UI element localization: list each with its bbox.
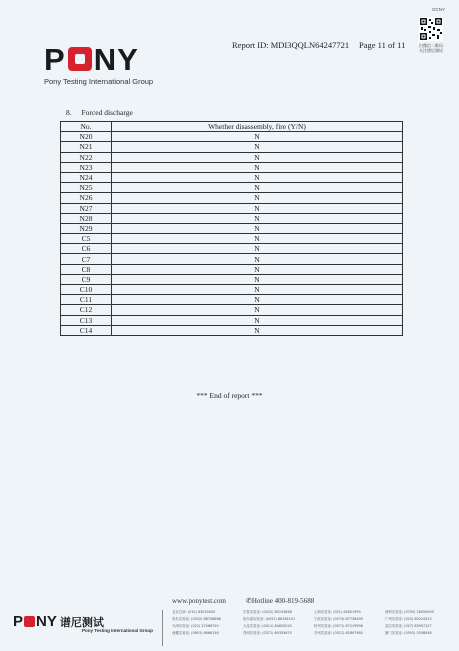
table-row <box>61 172 403 182</box>
result-cell: N <box>112 183 403 193</box>
office-contact: 苏州实验室: (0512) 62897960 <box>314 631 363 635</box>
table-row <box>61 223 403 233</box>
result-cell: N <box>112 203 403 213</box>
sample-id-cell: N20 <box>61 132 112 142</box>
office-contact: 广州实验室: (020) 89224310 <box>385 617 432 621</box>
sample-id-cell: C7 <box>61 254 112 264</box>
sample-id-cell: N21 <box>61 142 112 152</box>
result-cell: N <box>112 172 403 182</box>
sample-id-cell: N29 <box>61 223 112 233</box>
table-row <box>61 254 403 264</box>
office-contact: 西藏实验室: (0891) 6666156 <box>172 631 219 635</box>
phone-icon: ✆ <box>246 597 252 605</box>
table-row <box>61 244 403 254</box>
result-cell: N <box>112 254 403 264</box>
sample-id-cell: C11 <box>61 295 112 305</box>
table-row <box>61 315 403 325</box>
company-name: Pony Testing International Group <box>44 77 154 86</box>
table-row <box>61 234 403 244</box>
table-row <box>61 274 403 284</box>
result-cell: N <box>112 264 403 274</box>
result-cell: N <box>112 234 403 244</box>
column-header-no: No. <box>61 122 112 132</box>
sample-id-cell: C8 <box>61 264 112 274</box>
sample-id-cell: N28 <box>61 213 112 223</box>
sample-id-cell: C10 <box>61 285 112 295</box>
result-cell: N <box>112 193 403 203</box>
result-cell: N <box>112 213 403 223</box>
footer-divider <box>162 610 163 646</box>
office-contact: 上海实验室: (021) 64851999 <box>314 610 361 614</box>
column-header-result: Whether disassembly, fire (Y/N) <box>112 122 403 132</box>
table-row <box>61 162 403 172</box>
corner-code: DCNY <box>432 7 445 12</box>
table-row <box>61 213 403 223</box>
sample-id-cell: N24 <box>61 172 112 182</box>
section-number: 8. <box>66 108 72 117</box>
table-row <box>61 285 403 295</box>
footer-logo-square-icon <box>24 616 35 627</box>
footer-logo: P NY 谱尼测试 <box>13 613 104 630</box>
office-contact: 厦门实验室: (0592) 5508048 <box>385 631 432 635</box>
office-contact: 宁波实验室: (0574) 87736499 <box>314 617 363 621</box>
table-header-row <box>61 122 403 132</box>
page-number: Page 11 of 11 <box>359 40 406 50</box>
footer-hotline <box>246 597 314 605</box>
sample-id-cell: N22 <box>61 152 112 162</box>
hotline-text: Hotline 400-819-5688 <box>251 597 315 605</box>
table-row <box>61 183 403 193</box>
sample-id-cell: C14 <box>61 325 112 335</box>
result-cell: N <box>112 142 403 152</box>
sample-id-cell: N25 <box>61 183 112 193</box>
table-row <box>61 152 403 162</box>
footer-brand-en: Pony Testing International Group <box>82 628 153 633</box>
office-contact: 深圳实验室: (0755) 26050909 <box>385 610 434 614</box>
table-row <box>61 295 403 305</box>
table-row <box>61 132 403 142</box>
result-cell: N <box>112 295 403 305</box>
result-cell: N <box>112 244 403 254</box>
office-contact: 青岛实验室: (0532) 88706866 <box>172 617 221 621</box>
sample-id-cell: C5 <box>61 234 112 244</box>
sample-id-cell: C12 <box>61 305 112 315</box>
qr-caption: 扫微信二维码 关注谱尼测试 <box>419 43 443 53</box>
office-contact: 长春实验室: (0431) 85193868 <box>243 610 292 614</box>
result-cell: N <box>112 305 403 315</box>
sample-id-cell: N23 <box>61 162 112 172</box>
result-cell: N <box>112 132 403 142</box>
end-of-report: *** End of report *** <box>196 391 263 400</box>
office-contact: 北京总部: (010) 83055000 <box>172 610 216 614</box>
table-row <box>61 264 403 274</box>
result-cell: N <box>112 325 403 335</box>
sample-id-cell: C13 <box>61 315 112 325</box>
sample-id-cell: N27 <box>61 203 112 213</box>
result-cell: N <box>112 285 403 295</box>
office-contact: 天津实验室: (022) 27466750 <box>172 624 219 628</box>
table-row <box>61 325 403 335</box>
footer-brand-cn: 谱尼测试 <box>59 616 104 629</box>
office-contact: 郑州实验室: (0371) 69335670 <box>243 631 292 635</box>
qr-code-icon <box>419 17 443 41</box>
office-contact: 哈尔滨实验室: (0451) 86164151 <box>243 617 296 621</box>
logo-square-icon <box>68 47 92 71</box>
result-cell: N <box>112 162 403 172</box>
sample-id-cell: C6 <box>61 244 112 254</box>
report-id: Report ID: MDI3QQLN64247721 <box>232 40 350 50</box>
table-row <box>61 193 403 203</box>
result-cell: N <box>112 152 403 162</box>
table-row <box>61 203 403 213</box>
section-label: Forced discharge <box>81 108 133 117</box>
footer-offices <box>172 609 454 635</box>
forced-discharge-table <box>60 121 403 336</box>
table-row <box>61 142 403 152</box>
result-cell: N <box>112 274 403 284</box>
company-logo: P NY <box>44 42 139 77</box>
section-title <box>66 108 133 117</box>
sample-id-cell: C9 <box>61 274 112 284</box>
footer-website: www.ponytest.com <box>172 597 226 605</box>
office-contact: 武汉实验室: (027) 83997127 <box>385 624 432 628</box>
table-row <box>61 305 403 315</box>
office-contact: 杭州实验室: (0571) 87219996 <box>314 624 363 628</box>
sample-id-cell: N26 <box>61 193 112 203</box>
result-cell: N <box>112 315 403 325</box>
office-contact: 大连实验室: (0411) 84820020 <box>243 624 292 628</box>
result-cell: N <box>112 223 403 233</box>
